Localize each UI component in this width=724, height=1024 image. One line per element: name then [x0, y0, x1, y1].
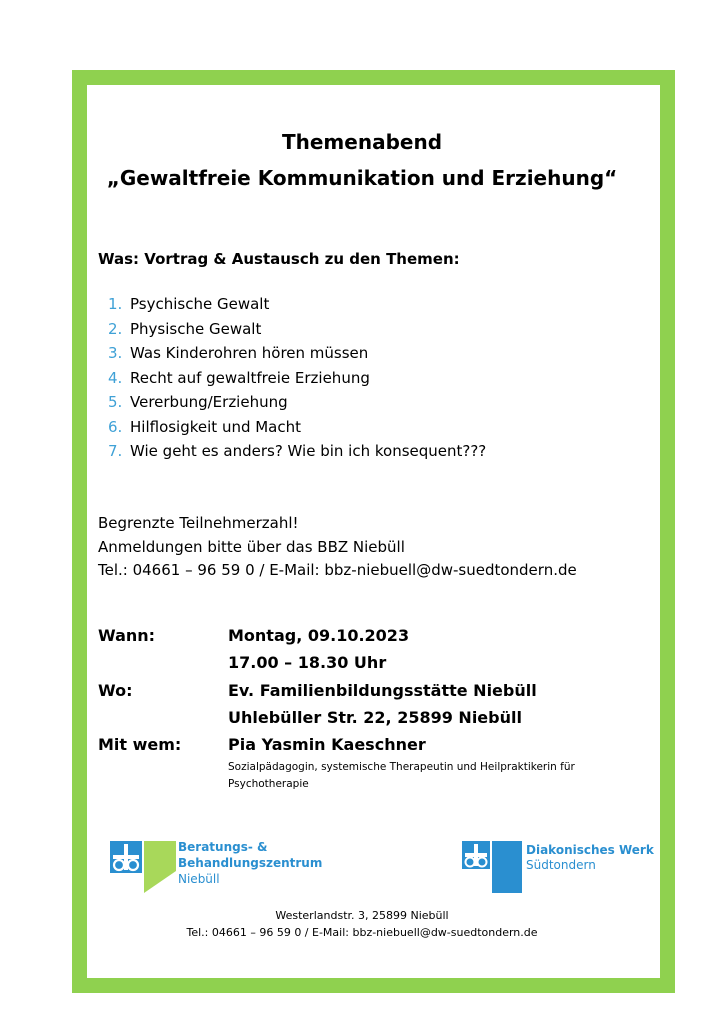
footer-contact: Tel.: 04661 – 96 59 0 / E-Mail: bbz-niebuell@dw-suedtondern.de: [186, 926, 538, 939]
dw-logo: [462, 841, 522, 893]
event-date: Montag, 09.10.2023: [228, 626, 410, 645]
list-item: [108, 341, 486, 366]
list-number: 5.: [108, 393, 123, 411]
event-address: Uhlebüller Str. 22, 25899 Niebüll: [228, 708, 522, 727]
list-item: [108, 390, 486, 415]
dw-logo-line2: Südtondern: [526, 858, 596, 872]
list-item-label: Vererbung/Erziehung: [130, 393, 288, 411]
bbz-logo-line2: Behandlungszentrum: [178, 856, 323, 870]
list-item: [108, 292, 486, 317]
list-number: 2.: [108, 319, 123, 338]
list-item: [108, 415, 486, 440]
list-number: 1.: [108, 295, 123, 313]
bbz-logo-line3: Niebüll: [178, 872, 220, 886]
event-time: 17.00 – 18.30 Uhr: [228, 653, 387, 672]
contact-text: Tel.: 04661 – 96 59 0 / E-Mail: bbz-niebuell@dw-suedtondern.de: [98, 561, 577, 579]
registration-info: [98, 512, 577, 583]
list-item-label: Recht auf gewaltfreie Erziehung: [130, 368, 370, 387]
bbz-logo-line1: Beratungs- &: [178, 840, 268, 854]
list-item: [108, 366, 486, 391]
list-item-label: Hilflosigkeit und Macht: [130, 417, 302, 436]
bbz-logo-icon: [110, 841, 176, 893]
list-item-label: Wie geht es anders? Wie bin ich konsequent???: [130, 442, 487, 460]
list-number: 6.: [108, 417, 123, 436]
bbz-logo: [110, 841, 176, 893]
who-label: Mit wem:: [98, 735, 182, 754]
topics-list: [108, 292, 486, 464]
dw-logo-line1: Diakonisches Werk: [526, 843, 654, 857]
event-venue: Ev. Familienbildungsstätte Niebüll: [228, 681, 537, 700]
what-heading: Was: Vortrag & Austausch zu den Themen:: [98, 250, 460, 268]
list-item: [108, 439, 486, 464]
list-item-label: Psychische Gewalt: [130, 295, 270, 313]
list-number: 7.: [108, 442, 123, 460]
dw-logo-icon: [462, 841, 522, 893]
limited-participants-text: Begrenzte Teilnehmerzahl!: [98, 514, 299, 532]
speaker-description: Sozialpädagogin, systemische Therapeutin und Heilpraktikerin für Psychotherapie: [228, 761, 575, 790]
title-line2: „Gewaltfreie Kommunikation und Erziehung“: [106, 166, 618, 190]
speaker-name: Pia Yasmin Kaeschner: [228, 735, 426, 754]
list-number: 3.: [108, 344, 123, 362]
list-item-label: Was Kinderohren hören müssen: [130, 344, 369, 362]
footer-address: Westerlandstr. 3, 25899 Niebüll: [275, 909, 449, 922]
title-line1: Themenabend: [281, 130, 443, 154]
when-label: Wann:: [98, 626, 156, 645]
list-item-label: Physische Gewalt: [130, 319, 262, 338]
list-number: 4.: [108, 368, 123, 387]
where-label: Wo:: [98, 681, 133, 700]
list-item: [108, 317, 486, 342]
registration-text: Anmeldungen bitte über das BBZ Niebüll: [98, 537, 405, 556]
